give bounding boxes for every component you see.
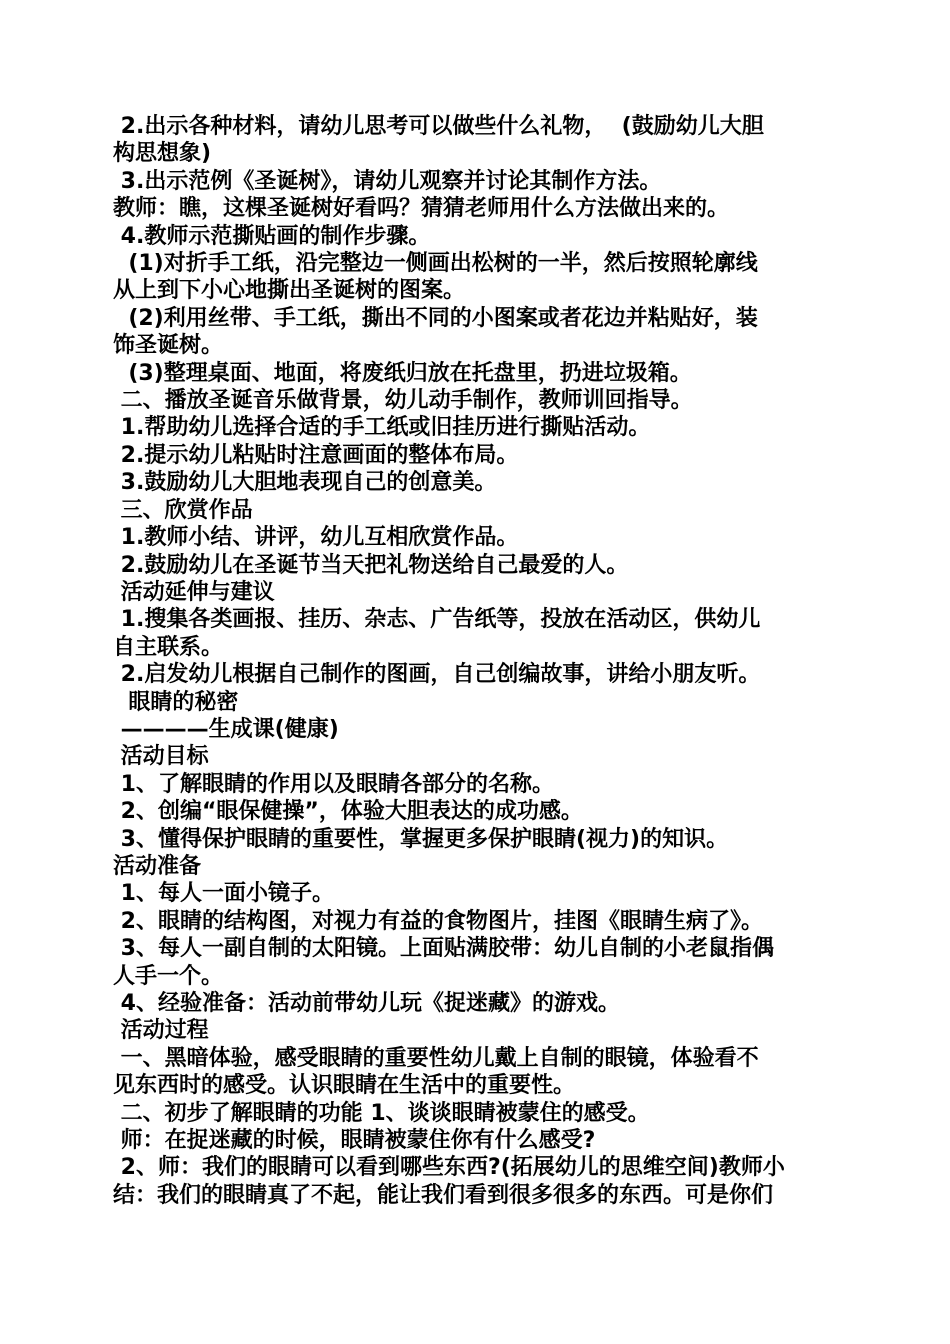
text-line: 2.出示各种材料，请幼儿思考可以做些什么礼物， (鼓励幼儿大胆 — [113, 114, 764, 139]
section-heading: 三、欣赏作品 — [113, 497, 253, 523]
text-line: 饰圣诞树。 — [113, 333, 224, 359]
text-line: 1.教师小结、讲评，幼儿互相欣赏作品。 — [113, 525, 519, 551]
text-line: 4、经验准备：活动前带幼儿玩《捉迷藏》的游戏。 — [113, 991, 620, 1016]
text-line: 1.搜集各类画报、挂历、杂志、广告纸等，投放在活动区，供幼儿 — [113, 607, 761, 633]
section-heading: 二、播放圣诞音乐做背景，幼儿动手制作，教师训回指导。 — [113, 388, 693, 414]
text-line: 2.提示幼儿粘贴时注意画面的整体布局。 — [113, 442, 519, 468]
text-line: 一、黑暗体验，感受眼睛的重要性幼儿戴上自制的眼镜，体验看不 — [113, 1045, 759, 1071]
text-line: 人手一个。 — [113, 963, 224, 989]
text-line: 4.教师示范撕贴画的制作步骤。 — [113, 223, 431, 249]
text-line: 见东西时的感受。认识眼睛在生活中的重要性。 — [113, 1073, 576, 1099]
text-line: 结：我们的眼睛真了不起，能让我们看到很多很多的东西。可是你们 — [113, 1182, 774, 1208]
text-line: 构思想象) — [113, 141, 212, 167]
text-line: 从上到下小心地撕出圣诞树的图案。 — [113, 278, 466, 304]
text-line: 2.鼓励幼儿在圣诞节当天把礼物送给自己最爱的人。 — [113, 552, 629, 578]
text-line: 3、懂得保护眼睛的重要性，掌握更多保护眼睛(视力)的知识。 — [113, 826, 729, 852]
text-line: (1)对折手工纸，沿完整边一侧画出松树的一半，然后按照轮廓线 — [113, 251, 758, 277]
text-line: 自主联系。 — [113, 634, 224, 660]
text-line: 1、每人一面小镜子。 — [113, 881, 334, 907]
text-line: 2、创编“眼保健操”，体验大胆表达的成功感。 — [113, 799, 583, 825]
text-line: 二、初步了解眼睛的功能 1、谈谈眼睛被蒙住的感受。 — [113, 1100, 650, 1126]
section-heading: 活动目标 — [113, 744, 209, 770]
text-line: (2)利用丝带、手工纸，撕出不同的小图案或者花边并粘贴好，装 — [113, 305, 758, 331]
text-line: 2.启发幼儿根据自己制作的图画，自己创编故事，讲给小朋友听。 — [113, 662, 761, 688]
text-line: 教师：瞧，这棵圣诞树好看吗？猜猜老师用什么方法做出来的。 — [113, 196, 730, 222]
text-line: 3.出示范例《圣诞树》，请幼儿观察并讨论其制作方法。 — [113, 168, 662, 194]
text-line: (3)整理桌面、地面，将废纸归放在托盘里，扔进垃圾箱。 — [113, 360, 692, 386]
text-line: 1、了解眼睛的作用以及眼睛各部分的名称。 — [113, 771, 554, 797]
text-line: 2、师：我们的眼睛可以看到哪些东西?(拓展幼儿的思维空间)教师小 — [113, 1155, 785, 1181]
lesson-subtitle: ————生成课(健康) — [113, 716, 339, 742]
text-line: 2、眼睛的结构图，对视力有益的食物图片，挂图《眼睛生病了》。 — [113, 908, 763, 934]
section-heading: 活动准备 — [113, 853, 202, 879]
text-line: 师：在捉迷藏的时候，眼睛被蒙住你有什么感受? — [113, 1128, 596, 1154]
text-line: 3、每人一副自制的太阳镜。上面贴满胶带：幼儿自制的小老鼠指偶 — [113, 936, 774, 962]
section-heading: 活动过程 — [113, 1018, 209, 1044]
section-heading: 活动延伸与建议 — [113, 579, 275, 605]
text-line: 3.鼓励幼儿大胆地表现自己的创意美。 — [113, 470, 497, 496]
text-line: 1.帮助幼儿选择合适的手工纸或旧挂历进行撕贴活动。 — [113, 415, 651, 441]
lesson-title: 眼睛的秘密 — [113, 689, 239, 715]
